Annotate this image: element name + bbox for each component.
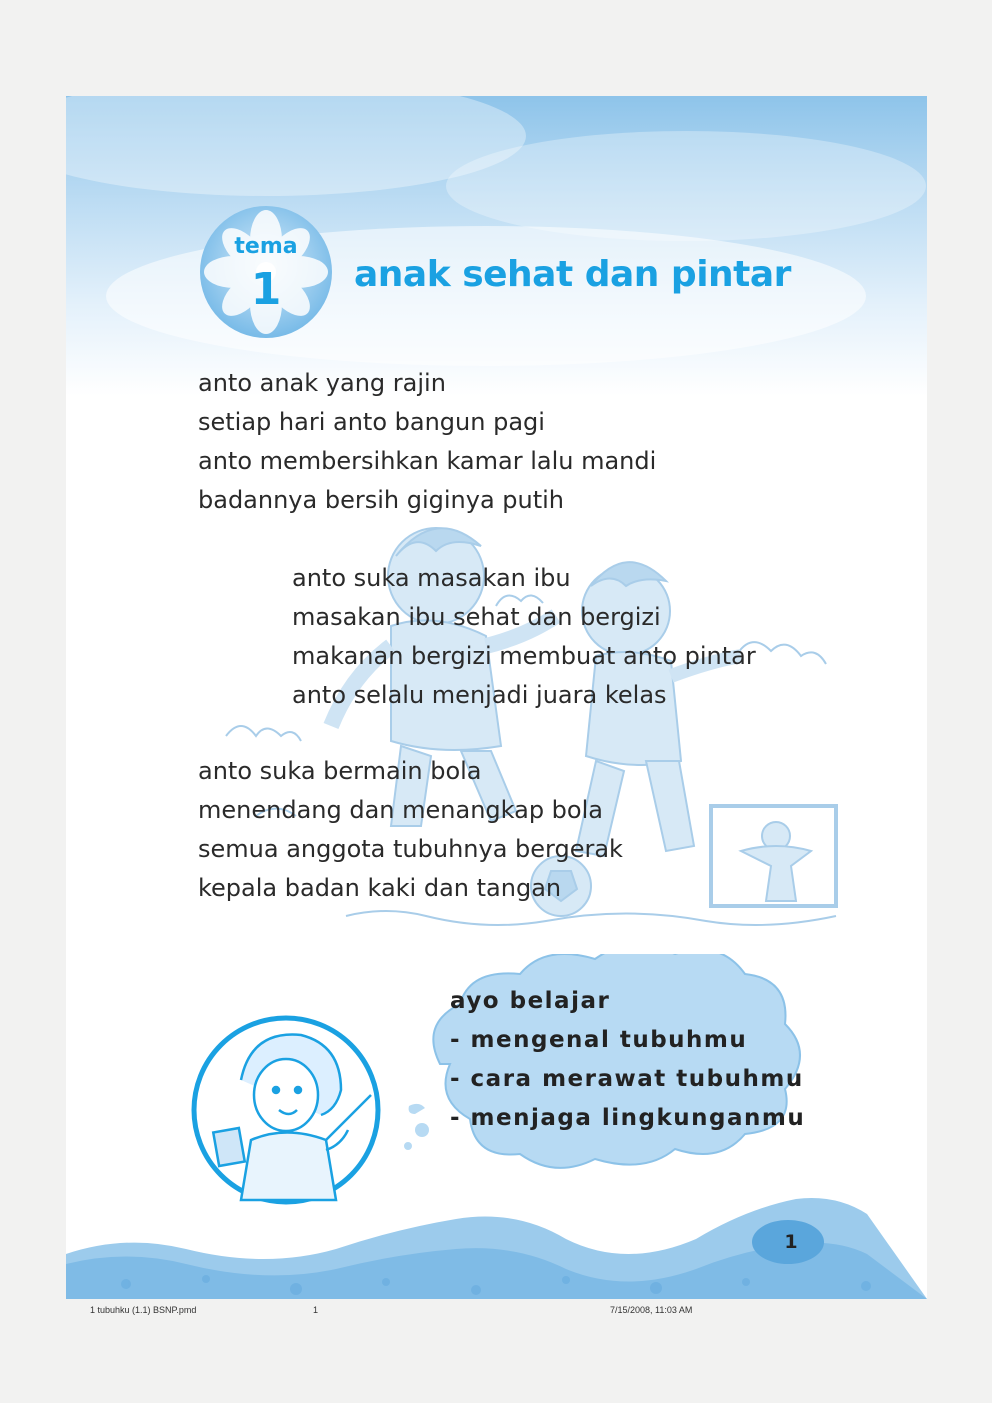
poem-stanza-1	[198, 364, 656, 520]
footer-file-name: 1 tubuhku (1.1) BSNP.pmd	[90, 1305, 197, 1315]
poem-line: badannya bersih giginya putih	[198, 486, 565, 514]
poem-line: setiap hari anto bangun pagi	[198, 408, 545, 436]
teacher-icon	[186, 1010, 386, 1210]
poem-line: anto selalu menjadi juara kelas	[292, 681, 667, 709]
poem-line: anto suka bermain bola	[198, 757, 482, 785]
learning-item: - menjaga lingkunganmu	[450, 1105, 806, 1131]
poem-line: makanan bergizi membuat anto pintar	[292, 642, 756, 670]
tema-label: tema	[234, 234, 298, 259]
poem-line: anto suka masakan ibu	[292, 564, 571, 592]
poem-line: menendang dan menangkap bola	[198, 796, 603, 824]
poem-stanza-3	[198, 752, 623, 908]
sky-clouds	[66, 96, 927, 396]
page-number: 1	[784, 1231, 798, 1253]
poem-line: masakan ibu sehat dan bergizi	[292, 603, 661, 631]
poem-stanza-2	[292, 559, 756, 715]
poem-line: anto membersihkan kamar lalu mandi	[198, 447, 657, 475]
learning-heading: ayo belajar	[450, 988, 611, 1014]
tema-number: 1	[250, 264, 282, 315]
learning-goals	[450, 982, 805, 1138]
page-title: anak sehat dan pintar	[354, 254, 791, 295]
footer-timestamp: 7/15/2008, 11:03 AM	[610, 1305, 693, 1315]
learning-item: - mengenal tubuhmu	[450, 1027, 748, 1053]
poem-line: kepala badan kaki dan tangan	[198, 874, 562, 902]
footer-page: 1	[313, 1305, 319, 1315]
book-page	[66, 96, 927, 1299]
poem-line: anto anak yang rajin	[198, 369, 446, 397]
poem-line: semua anggota tubuhnya bergerak	[198, 835, 623, 863]
learning-item: - cara merawat tubuhmu	[450, 1066, 804, 1092]
